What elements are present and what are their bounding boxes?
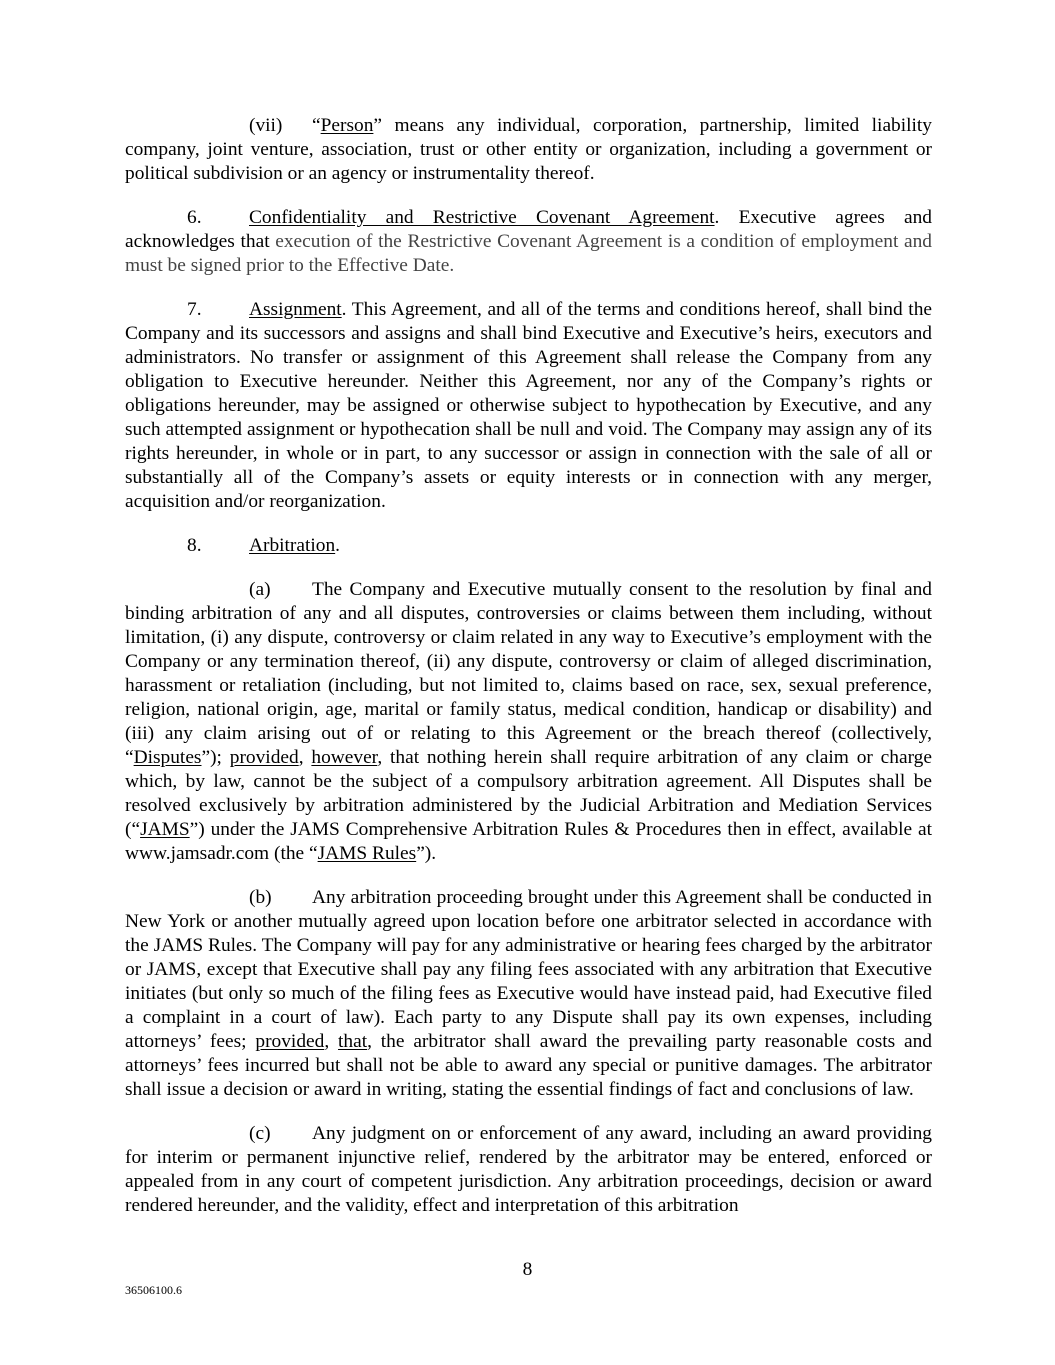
document-body (125, 114, 932, 1238)
section-text: . Executive agrees and acknowledges that (125, 207, 932, 252)
section-heading: Arbitration (249, 535, 336, 556)
paragraph-vii (125, 114, 932, 186)
clause-text: , that nothing herein shall require arbitration of any claim or charge which, by law, cannot be the subject of a compulsory arbitration agreement. All Disputes shall be resolved exclusively by arbitration administered by the Judicial Arbitration and Mediation Services (“ (125, 747, 932, 840)
section-text: . This Agreement, and all of the terms and conditions hereof, shall bind the Company and its successors and assigns and shall bind Executive and Executive’s heirs, executors and administrators. No transfer or assignment of this Agreement shall release the Company from any obligation to Executive hereunder. Neither this Agreement, nor any of the Company’s rights or obligations hereunder, may be assigned or otherwise subject to hypothecation by Executive, and any such attempted assignment or hypothecation shall be null and void. The Company may assign any of its rights hereunder, in whole or in part, to any successor or assign in connection with the sale of all or substantially all of the Company’s assets or equity interests or in connection with any merger, acquisition and/or reorganization. (125, 299, 932, 512)
clause-text: The Company and Executive mutually consent to the resolution by final and binding arbitration of any and all disputes, controversies or claims between them including, without limitation, (i) any dispute, controversy or claim related in any way to Executive’s employment with the Company or any termination thereof, (ii) any dispute, controversy or claim of alleged discrimination, harassment or retaliation (including, but not limited to, claims based on race, sex, sexual preference, religion, national origin, age, marital or family status, medical condition, handicap or disability) and (iii) any claim arising out of or relating to this Agreement or the breach thereof (collectively, “ (125, 579, 932, 768)
defined-term-person: Person (320, 115, 374, 136)
clause-label: (a) (249, 579, 271, 600)
clause-text: Any arbitration proceeding brought under this Agreement shall be conducted in New York or another mutually agreed upon location before one arbitrator selected in accordance with the JAMS Rules. The Company will pay for any administrative or hearing fees charged by the arbitrator or JAMS, except that Executive shall pay any filing fees associated with any arbitration that Executive initiates (but only so much of the filing fees as Executive would have instead paid, had Executive filed a complaint in a court of law). Each party to any Dispute shall pay its own expenses, including attorneys’ fees; (125, 887, 932, 1052)
quote-open: “ (312, 115, 321, 136)
term-however: however (311, 747, 378, 768)
section-number: 6. (187, 207, 202, 228)
section-8b (125, 886, 932, 1102)
clause-text: ”); (201, 747, 230, 768)
clause-label: (vii) (249, 115, 283, 136)
section-8 (125, 534, 932, 558)
defined-term-jams-rules: JAMS Rules (317, 843, 417, 864)
section-number: 8. (187, 535, 202, 556)
defined-term-disputes: Disputes (133, 747, 202, 768)
clause-text: , the arbitrator shall award the prevailing party reasonable costs and attorneys’ fees incurred but shall not be able to award any special or punitive damages. The arbitrator shall issue a decision or award in writing, stating the essential findings of fact and conclusions of law. (125, 1031, 933, 1100)
section-text-continued: execution of the Restrictive Covenant Agreement is a condition of employment and must be signed prior to the Effective Date. (125, 231, 932, 276)
clause-label: (b) (249, 887, 272, 908)
clause-text: ”). (416, 843, 437, 864)
clause-text: , (298, 747, 312, 768)
page-number: 8 (522, 1259, 533, 1280)
term-provided: provided (229, 747, 299, 768)
term-that: that (338, 1031, 368, 1052)
section-number: 7. (187, 299, 202, 320)
clause-text: Any judgment on or enforcement of any award, including an award providing for interim or permanent injunctive relief, rendered by the arbitrator may be entered, enforced or appealed from in any court of competent jurisdiction. Any arbitration proceedings, decision or award rendered hereunder, and the validity, effect and interpretation of this arbitration (125, 1123, 932, 1216)
paragraph-text: ” means any individual, corporation, partnership, limited liability company, joint venture, association, trust or other entity or organization, including a government or political subdivision or an agency or instrumentality thereof. (125, 115, 932, 184)
section-heading: Confidentiality and Restrictive Covenant Agreement (249, 207, 715, 228)
clause-label: (c) (249, 1123, 271, 1144)
section-8a (125, 578, 932, 866)
heading-period: . (335, 535, 341, 556)
clause-text: ”) under the JAMS Comprehensive Arbitration Rules & Procedures then in effect, available at www.jamsadr.com (the “ (125, 819, 932, 864)
section-heading: Assignment (249, 299, 342, 320)
section-8c (125, 1122, 932, 1218)
document-id: 36506100.6 (125, 1283, 182, 1297)
section-6 (125, 206, 932, 278)
defined-term-jams: JAMS (140, 819, 190, 840)
clause-text: , (324, 1031, 339, 1052)
section-7 (125, 298, 932, 514)
term-provided: provided (255, 1031, 325, 1052)
